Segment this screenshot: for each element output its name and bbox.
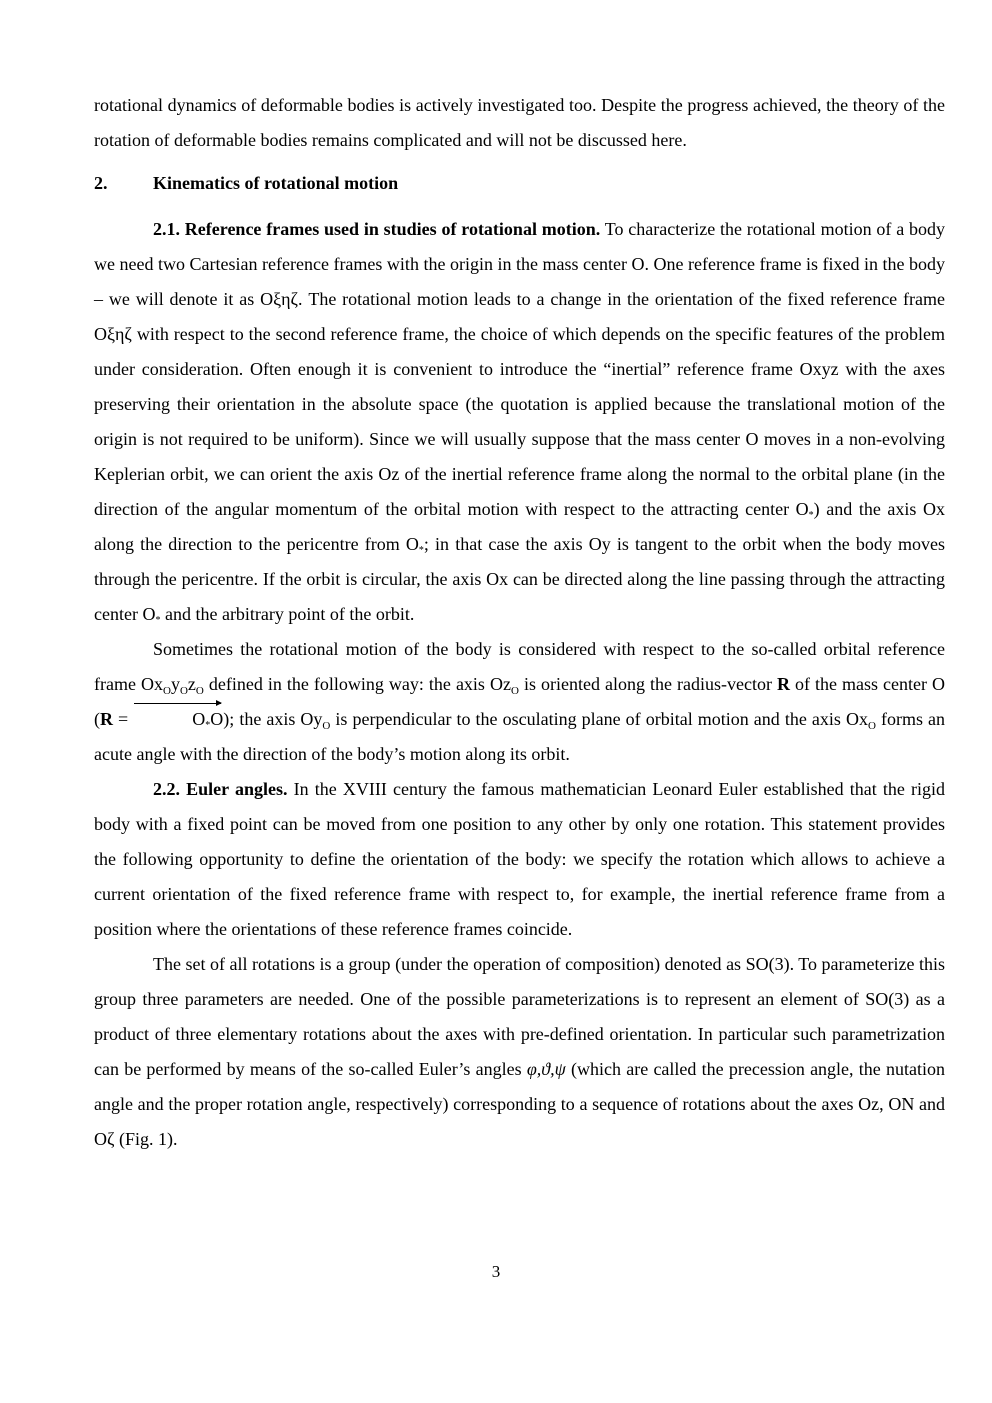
group-SO3: SO(3) [745,954,790,974]
axis-Ox: Ox [486,569,509,589]
symbol-O: O [932,674,946,694]
axis-Oz: Oz [858,1094,880,1114]
frame-fixed: Oξηζ [94,324,132,344]
group-SO3: SO(3) [865,989,910,1009]
subsection-title-2-2: 2.2. Euler angles. [153,779,288,799]
euler-angles-symbols: φ,ϑ,ψ [526,1059,566,1079]
axis-Oy: Oy [588,534,611,554]
axis-Oy-orbital: $Oy_O$ [300,709,331,732]
vector-radius: $O_*O$ [133,702,223,737]
axis-Ozeta: Oζ [94,1129,115,1149]
axis-Oz: Oz [378,464,400,484]
paragraph-so3: The set of all rotations is a group (under the operation of composition) denoted as SO(3). To parameterize this group three parameters are needed. One of the possible parameterizations is to represent an element of SO(3) as a product of three elementary rotations about the axes with pre-defined orientation. In particular such parametrization can be performed by means of the so-called Euler’s angles φ,ϑ,ψ (which are called the precession angle, the nutation angle and the proper rotation angle, respectively) corresponding to a sequence of rotations about the axes Oz, ON and Oζ (Fig. 1). [94,954,945,1149]
attracting-center: $O_*$ [795,499,814,521]
symbol-R: R [100,709,113,729]
attracting-center: $O_*$ [405,534,424,556]
axis-Oz-orbital: $Oz_O$ [489,674,519,697]
subsection-title-2-1: 2.1. Reference frames used in studies of rotational motion. [153,219,601,239]
paragraph-intro: rotational dynamics of deformable bodies is actively investigated too. Despite the progress achieved, the theory of the rotation of deformable bodies remains complicated and will not be discussed here. [94,95,945,150]
attracting-center: $O_*$ [142,604,161,626]
paragraph-reference-frames: 2.1. Reference frames used in studies of rotational motion. To characterize the rotational motion of a body we need two Cartesian reference frames with the origin in the mass center O. One reference frame is fixed in the body – we will denote it as Oξηζ. The rotational motion leads to a change in the orientation of the fixed reference frame Oξηζ with respect to the second reference frame, the choice of which depends on the specific features of the problem under consideration. Often enough it is convenient to introduce the “inertial” reference frame Oxyz with the axes preserving their orientation in the absolute space (the quotation is applied because the translational motion of the origin is not required to be uniform). Since we will usually suppose that the mass center O moves in a non-evolving Keplerian orbit, we can orient the axis Oz of the inertial reference frame along the normal to the orbital plane (in the direction of the angular momentum of the orbital motion with respect to the attracting center $O_*$) and the axis Ox along the direction to the pericentre from $O_*$; in that case the axis Oy is tangent to the orbit when the body moves through the pericentre. If the orbit is circular, the axis Ox can be directed along the line passing through the attracting center $O_*$ and the arbitrary point of the orbit. [94,219,946,626]
paragraph-orbital-frame: Sometimes the rotational motion of the body is considered with respect to the so-called orbital reference frame $Ox_Oy_Oz_O$ defined in the following way: the axis $Oz_O$ is oriented along the radius-vector R of the mass center O $(R = O_*O)$; the axis $Oy_O$ is perpendicular to the osculating plane of orbital motion and the axis $Ox_O$ forms an acute angle with the direction of the body’s motion along its orbit. [94,639,946,764]
section-number: 2. [94,173,108,193]
symbol-O: O [745,429,759,449]
axis-Ox: Ox [923,499,946,519]
frame-fixed: Oξηζ [260,289,298,309]
frame-orbital: $Ox_Oy_Oz_O$ [141,674,204,697]
frame-inertial: Oxyz [799,359,839,379]
axis-Ox-orbital: $Ox_O$ [845,709,876,732]
symbol-R: R [776,674,790,694]
section-heading [94,168,945,198]
paragraph-euler-angles: 2.2. Euler angles. In the XVIII century the famous mathematician Leonard Euler established that the rigid body with a fixed point can be moved from one position to any other by only one rotation. This statement provides the following opportunity to define the orientation of the body: we specify the rotation which allows to achieve a current orientation of the fixed reference frame with respect to, for example, the inertial reference frame from a position where the orientations of these reference frames coincide. [94,779,945,939]
page-body [94,88,945,1157]
section-title: Kinematics of rotational motion [153,173,399,193]
page-number: 3 [491,1262,501,1281]
symbol-O: O [631,254,645,274]
